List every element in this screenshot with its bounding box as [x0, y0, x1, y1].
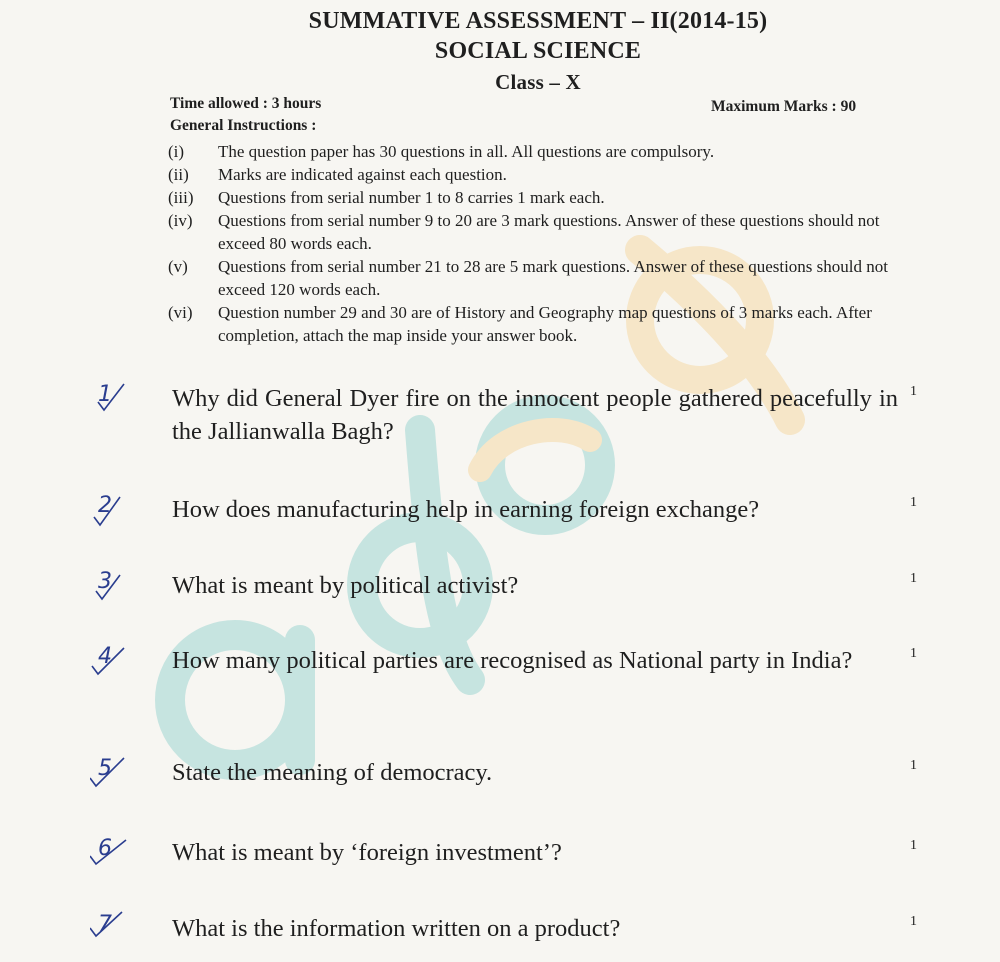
instruction-item: [168, 163, 888, 186]
instruction-text: Questions from serial number 9 to 20 are 3 mark questions. Answer of these questions should not exceed 80 words each.: [218, 211, 880, 253]
question-number: 1: [90, 382, 172, 407]
general-instructions-heading: General Instructions :: [170, 117, 317, 134]
question-item: [90, 756, 930, 789]
instruction-item: [168, 255, 888, 301]
handwritten-tick-icon: [90, 567, 130, 603]
handwritten-tick-icon: [90, 491, 130, 527]
instruction-number: (i): [168, 142, 185, 161]
instruction-text: Questions from serial number 1 to 8 carries 1 mark each.: [218, 188, 605, 207]
subject-title: SOCIAL SCIENCE: [434, 38, 642, 64]
instruction-item: [168, 209, 888, 255]
question-number: 5: [90, 756, 172, 781]
instruction-item: [168, 140, 888, 163]
question-marks: 1: [910, 838, 917, 853]
question-item: [90, 912, 930, 945]
question-item: [90, 836, 930, 869]
instruction-number: (vi): [168, 303, 193, 322]
question-marks: 1: [910, 571, 917, 586]
question-number: 3: [90, 569, 172, 594]
maximum-marks: Maximum Marks : 90: [711, 98, 857, 115]
instruction-number: (v): [168, 257, 188, 276]
question-item: [90, 493, 930, 526]
instruction-number: (iii): [168, 188, 194, 207]
handwritten-tick-icon: [90, 834, 130, 870]
question-marks: 1: [910, 914, 917, 929]
instructions-list: [168, 140, 888, 347]
instruction-number: (ii): [168, 165, 189, 184]
question-marks: 1: [910, 495, 917, 510]
question-marks: 1: [910, 384, 917, 399]
question-text: What is meant by political activist?: [172, 572, 519, 599]
instruction-item: [168, 186, 888, 209]
question-text: What is meant by ‘foreign investment’?: [172, 839, 562, 866]
question-item: [90, 644, 930, 677]
handwritten-tick-icon: [90, 380, 130, 416]
question-text: How does manufacturing help in earning foreign exchange?: [172, 496, 760, 523]
question-item: [90, 569, 930, 602]
question-text: What is the information written on a product?: [172, 915, 621, 942]
handwritten-tick-icon: [90, 754, 130, 790]
question-number: 7: [90, 912, 172, 937]
question-marks: 1: [910, 646, 917, 661]
instruction-text: The question paper has 30 questions in all. All questions are compulsory.: [218, 142, 715, 161]
handwritten-tick-icon: [90, 642, 130, 678]
handwritten-tick-icon: [90, 910, 130, 946]
instruction-text: Marks are indicated against each question.: [218, 165, 507, 184]
exam-title: SUMMATIVE ASSESSMENT – II(2014-15): [308, 8, 768, 34]
instruction-text: Questions from serial number 21 to 28 are 5 mark questions. Answer of these questions should not exceed 120 words each.: [218, 257, 888, 299]
question-text: How many political parties are recognised as National party in India?: [172, 647, 853, 674]
question-number: 2: [90, 493, 172, 518]
question-item: [90, 382, 930, 448]
instruction-number: (iv): [168, 211, 193, 230]
time-allowed: Time allowed : 3 hours: [170, 95, 322, 112]
instruction-item: [168, 301, 888, 347]
question-marks: 1: [910, 758, 917, 773]
question-text: State the meaning of democracy.: [172, 759, 493, 786]
question-number: 4: [90, 644, 172, 669]
question-number: 6: [90, 836, 172, 861]
class-title: Class – X: [495, 70, 581, 94]
instruction-text: Question number 29 and 30 are of History and Geography map questions of 3 marks each. After completion, attach the map inside your answer book.: [218, 303, 872, 345]
question-text: Why did General Dyer fire on the innocent people gathered peacefully in the Jallianwalla Bagh?: [172, 385, 898, 445]
